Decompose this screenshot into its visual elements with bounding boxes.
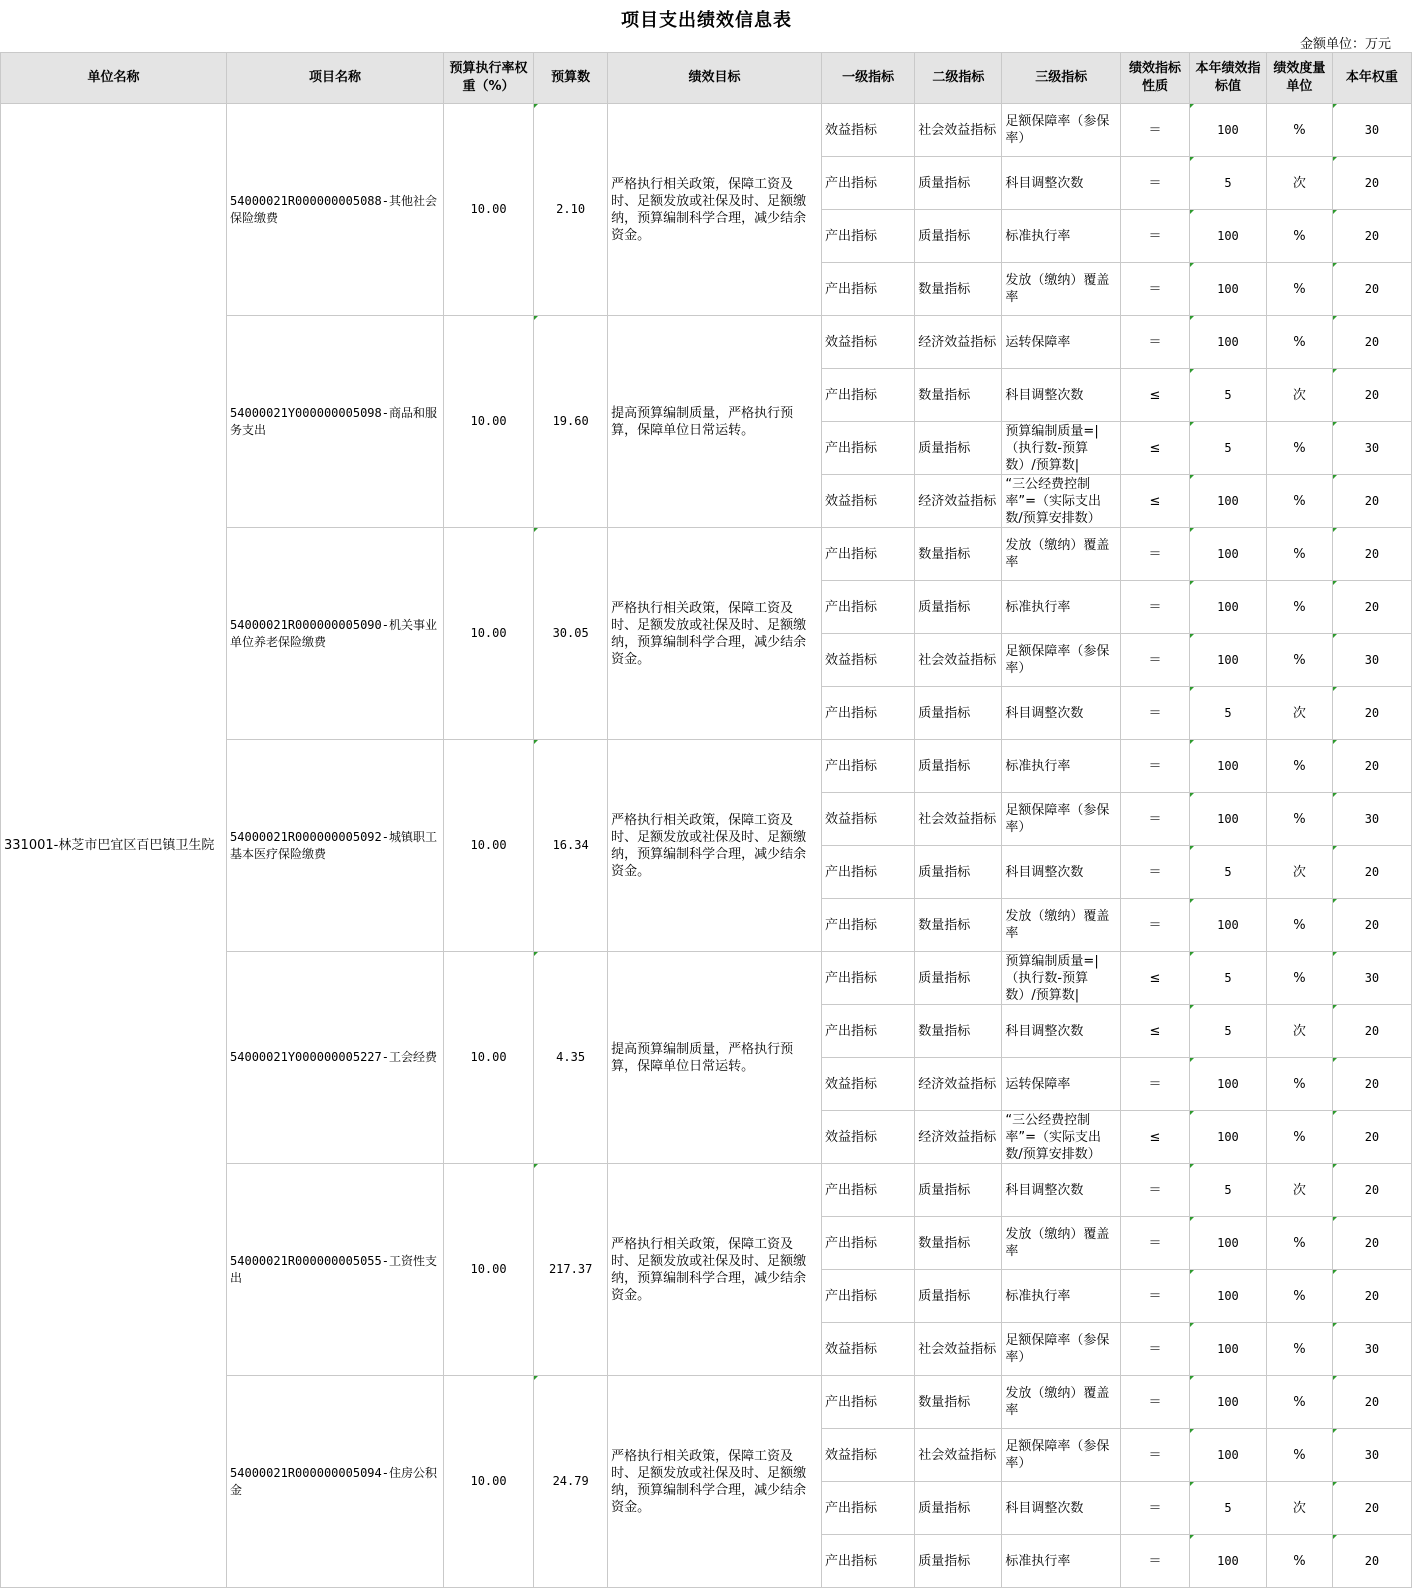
target-value-cell: 5 [1189, 1482, 1266, 1535]
exec-weight-cell: 10.00 [443, 952, 533, 1164]
level1-cell: 产出指标 [822, 528, 915, 581]
budget-cell: 19.60 [534, 316, 608, 528]
level3-cell: 科目调整次数 [1002, 846, 1121, 899]
header-goal: 绩效目标 [608, 53, 822, 104]
nature-cell: ＝ [1121, 793, 1190, 846]
level2-cell: 数量指标 [915, 899, 1002, 952]
target-value-cell: 100 [1189, 1270, 1266, 1323]
level2-cell: 经济效益指标 [915, 475, 1002, 528]
measure-unit-cell: % [1266, 528, 1332, 581]
year-weight-cell: 20 [1332, 687, 1411, 740]
nature-cell: ＝ [1121, 846, 1190, 899]
level2-cell: 质量指标 [915, 1270, 1002, 1323]
header-target-value: 本年绩效指标值 [1189, 53, 1266, 104]
nature-cell: ＝ [1121, 1482, 1190, 1535]
measure-unit-cell: % [1266, 952, 1332, 1005]
level2-cell: 经济效益指标 [915, 1058, 1002, 1111]
header-level3: 三级指标 [1002, 53, 1121, 104]
exec-weight-cell: 10.00 [443, 316, 533, 528]
nature-cell: ＝ [1121, 528, 1190, 581]
level1-cell: 产出指标 [822, 1482, 915, 1535]
level1-cell: 产出指标 [822, 687, 915, 740]
header-level2: 二级指标 [915, 53, 1002, 104]
year-weight-cell: 20 [1332, 1217, 1411, 1270]
budget-cell: 16.34 [534, 740, 608, 952]
year-weight-cell: 20 [1332, 210, 1411, 263]
level3-cell: 发放（缴纳）覆盖率 [1002, 263, 1121, 316]
budget-cell: 2.10 [534, 104, 608, 316]
project-name-cell: 54000021R000000005092-城镇职工基本医疗保险缴费 [227, 740, 444, 952]
year-weight-cell: 20 [1332, 1005, 1411, 1058]
level1-cell: 产出指标 [822, 1376, 915, 1429]
level3-cell: 科目调整次数 [1002, 1164, 1121, 1217]
level2-cell: 经济效益指标 [915, 316, 1002, 369]
target-value-cell: 100 [1189, 1323, 1266, 1376]
year-weight-cell: 20 [1332, 899, 1411, 952]
year-weight-cell: 30 [1332, 952, 1411, 1005]
header-budget: 预算数 [534, 53, 608, 104]
nature-cell: ＝ [1121, 1270, 1190, 1323]
measure-unit-cell: % [1266, 263, 1332, 316]
level1-cell: 效益指标 [822, 1429, 915, 1482]
measure-unit-cell: % [1266, 316, 1332, 369]
level1-cell: 产出指标 [822, 581, 915, 634]
nature-cell: ＝ [1121, 157, 1190, 210]
level1-cell: 效益指标 [822, 316, 915, 369]
target-value-cell: 5 [1189, 369, 1266, 422]
level1-cell: 效益指标 [822, 1058, 915, 1111]
level2-cell: 社会效益指标 [915, 793, 1002, 846]
level3-cell: 科目调整次数 [1002, 157, 1121, 210]
nature-cell: ＝ [1121, 1058, 1190, 1111]
level2-cell: 数量指标 [915, 1376, 1002, 1429]
measure-unit-cell: % [1266, 899, 1332, 952]
level1-cell: 产出指标 [822, 1164, 915, 1217]
level3-cell: 标准执行率 [1002, 210, 1121, 263]
exec-weight-cell: 10.00 [443, 740, 533, 952]
header-level1: 一级指标 [822, 53, 915, 104]
target-value-cell: 100 [1189, 475, 1266, 528]
target-value-cell: 100 [1189, 263, 1266, 316]
level1-cell: 产出指标 [822, 1005, 915, 1058]
target-value-cell: 5 [1189, 952, 1266, 1005]
level1-cell: 产出指标 [822, 899, 915, 952]
goal-cell: 严格执行相关政策，保障工资及时、足额发放或社保及时、足额缴纳，预算编制科学合理，减少结余资金。 [608, 1164, 822, 1376]
target-value-cell: 100 [1189, 1535, 1266, 1588]
level2-cell: 社会效益指标 [915, 104, 1002, 157]
level2-cell: 质量指标 [915, 422, 1002, 475]
target-value-cell: 100 [1189, 1376, 1266, 1429]
nature-cell: ＝ [1121, 1376, 1190, 1429]
level3-cell: 足额保障率（参保率） [1002, 1323, 1121, 1376]
nature-cell: ≤ [1121, 952, 1190, 1005]
nature-cell: ＝ [1121, 316, 1190, 369]
measure-unit-cell: % [1266, 581, 1332, 634]
budget-cell: 217.37 [534, 1164, 608, 1376]
nature-cell: ＝ [1121, 1217, 1190, 1270]
level1-cell: 产出指标 [822, 740, 915, 793]
level2-cell: 质量指标 [915, 1164, 1002, 1217]
target-value-cell: 5 [1189, 846, 1266, 899]
nature-cell: ＝ [1121, 581, 1190, 634]
level2-cell: 质量指标 [915, 952, 1002, 1005]
page-title: 项目支出绩效信息表 [621, 10, 792, 31]
level3-cell: 发放（缴纳）覆盖率 [1002, 1376, 1121, 1429]
level3-cell: 足额保障率（参保率） [1002, 634, 1121, 687]
target-value-cell: 5 [1189, 687, 1266, 740]
measure-unit-cell: 次 [1266, 1164, 1332, 1217]
nature-cell: ＝ [1121, 1535, 1190, 1588]
year-weight-cell: 30 [1332, 104, 1411, 157]
goal-cell: 提高预算编制质量，严格执行预算，保障单位日常运转。 [608, 316, 822, 528]
level1-cell: 产出指标 [822, 210, 915, 263]
header-unit-name: 单位名称 [1, 53, 227, 104]
level2-cell: 经济效益指标 [915, 1111, 1002, 1164]
year-weight-cell: 20 [1332, 1376, 1411, 1429]
measure-unit-cell: % [1266, 104, 1332, 157]
level2-cell: 数量指标 [915, 1217, 1002, 1270]
target-value-cell: 5 [1189, 422, 1266, 475]
year-weight-cell: 20 [1332, 263, 1411, 316]
table-body [1, 104, 1412, 1588]
measure-unit-cell: % [1266, 1323, 1332, 1376]
level2-cell: 质量指标 [915, 157, 1002, 210]
budget-cell: 30.05 [534, 528, 608, 740]
measure-unit-cell: 次 [1266, 369, 1332, 422]
level3-cell: 标准执行率 [1002, 1270, 1121, 1323]
measure-unit-cell: % [1266, 793, 1332, 846]
level3-cell: 足额保障率（参保率） [1002, 793, 1121, 846]
measure-unit-cell: % [1266, 1429, 1332, 1482]
measure-unit-cell: % [1266, 634, 1332, 687]
exec-weight-cell: 10.00 [443, 104, 533, 316]
header-project-name: 项目名称 [227, 53, 444, 104]
nature-cell: ＝ [1121, 634, 1190, 687]
level3-cell: 标准执行率 [1002, 581, 1121, 634]
header-year-weight: 本年权重 [1332, 53, 1411, 104]
level1-cell: 产出指标 [822, 369, 915, 422]
project-name-cell: 54000021Y000000005227-工会经费 [227, 952, 444, 1164]
level3-cell: 足额保障率（参保率） [1002, 1429, 1121, 1482]
measure-unit-cell: % [1266, 422, 1332, 475]
target-value-cell: 100 [1189, 634, 1266, 687]
nature-cell: ≤ [1121, 475, 1190, 528]
goal-cell: 严格执行相关政策，保障工资及时、足额发放或社保及时、足额缴纳，预算编制科学合理，减少结余资金。 [608, 1376, 822, 1588]
level2-cell: 质量指标 [915, 1535, 1002, 1588]
nature-cell: ≤ [1121, 1111, 1190, 1164]
nature-cell: ＝ [1121, 104, 1190, 157]
level3-cell: 发放（缴纳）覆盖率 [1002, 899, 1121, 952]
budget-cell: 24.79 [534, 1376, 608, 1588]
nature-cell: ＝ [1121, 1323, 1190, 1376]
project-name-cell: 54000021Y000000005098-商品和服务支出 [227, 316, 444, 528]
level3-cell: 发放（缴纳）覆盖率 [1002, 528, 1121, 581]
project-name-cell: 54000021R000000005088-其他社会保险缴费 [227, 104, 444, 316]
year-weight-cell: 20 [1332, 1482, 1411, 1535]
year-weight-cell: 20 [1332, 846, 1411, 899]
unit-name-cell: 331001-林芝市巴宜区百巴镇卫生院 [1, 104, 227, 1588]
level1-cell: 产出指标 [822, 1217, 915, 1270]
exec-weight-cell: 10.00 [443, 1376, 533, 1588]
measure-unit-cell: % [1266, 1535, 1332, 1588]
measure-unit-cell: % [1266, 475, 1332, 528]
level2-cell: 数量指标 [915, 263, 1002, 316]
measure-unit-cell: 次 [1266, 846, 1332, 899]
measure-unit-cell: % [1266, 740, 1332, 793]
measure-unit-cell: 次 [1266, 157, 1332, 210]
level2-cell: 质量指标 [915, 1482, 1002, 1535]
exec-weight-cell: 10.00 [443, 1164, 533, 1376]
goal-cell: 提高预算编制质量，严格执行预算，保障单位日常运转。 [608, 952, 822, 1164]
level3-cell: 标准执行率 [1002, 740, 1121, 793]
level3-cell: 发放（缴纳）覆盖率 [1002, 1217, 1121, 1270]
project-name-cell: 54000021R000000005094-住房公积金 [227, 1376, 444, 1588]
measure-unit-cell: % [1266, 1270, 1332, 1323]
level3-cell: 科目调整次数 [1002, 369, 1121, 422]
target-value-cell: 100 [1189, 316, 1266, 369]
level2-cell: 社会效益指标 [915, 1323, 1002, 1376]
year-weight-cell: 30 [1332, 422, 1411, 475]
target-value-cell: 100 [1189, 1429, 1266, 1482]
measure-unit-cell: % [1266, 1111, 1332, 1164]
level2-cell: 社会效益指标 [915, 634, 1002, 687]
level2-cell: 社会效益指标 [915, 1429, 1002, 1482]
level2-cell: 质量指标 [915, 740, 1002, 793]
year-weight-cell: 20 [1332, 528, 1411, 581]
measure-unit-cell: 次 [1266, 1005, 1332, 1058]
level1-cell: 产出指标 [822, 1535, 915, 1588]
measure-unit-cell: 次 [1266, 687, 1332, 740]
level1-cell: 产出指标 [822, 846, 915, 899]
header-nature: 绩效指标性质 [1121, 53, 1190, 104]
measure-unit-cell: % [1266, 1217, 1332, 1270]
performance-table [0, 52, 1412, 1588]
level3-cell: 科目调整次数 [1002, 687, 1121, 740]
project-name-cell: 54000021R000000005055-工资性支出 [227, 1164, 444, 1376]
budget-cell: 4.35 [534, 952, 608, 1164]
measure-unit-cell: % [1266, 1376, 1332, 1429]
table-row [1, 104, 1412, 157]
year-weight-cell: 30 [1332, 634, 1411, 687]
level1-cell: 效益指标 [822, 1323, 915, 1376]
target-value-cell: 100 [1189, 740, 1266, 793]
header-row [1, 53, 1412, 104]
nature-cell: ＝ [1121, 899, 1190, 952]
level1-cell: 效益指标 [822, 475, 915, 528]
year-weight-cell: 20 [1332, 369, 1411, 422]
level3-cell: 科目调整次数 [1002, 1482, 1121, 1535]
nature-cell: ＝ [1121, 263, 1190, 316]
exec-weight-cell: 10.00 [443, 528, 533, 740]
year-weight-cell: 20 [1332, 1111, 1411, 1164]
level3-cell: 科目调整次数 [1002, 1005, 1121, 1058]
level3-cell: “三公经费控制率”=（实际支出数/预算安排数） [1002, 475, 1121, 528]
year-weight-cell: 20 [1332, 475, 1411, 528]
target-value-cell: 100 [1189, 1111, 1266, 1164]
goal-cell: 严格执行相关政策，保障工资及时、足额发放或社保及时、足额缴纳，预算编制科学合理，减少结余资金。 [608, 104, 822, 316]
nature-cell: ＝ [1121, 210, 1190, 263]
measure-unit-cell: % [1266, 210, 1332, 263]
year-weight-cell: 20 [1332, 1164, 1411, 1217]
target-value-cell: 100 [1189, 793, 1266, 846]
year-weight-cell: 30 [1332, 1323, 1411, 1376]
target-value-cell: 5 [1189, 1005, 1266, 1058]
level3-cell: 预算编制质量=|（执行数-预算数）/预算数| [1002, 952, 1121, 1005]
year-weight-cell: 20 [1332, 1058, 1411, 1111]
project-name-cell: 54000021R000000005090-机关事业单位养老保险缴费 [227, 528, 444, 740]
level1-cell: 效益指标 [822, 634, 915, 687]
target-value-cell: 5 [1189, 1164, 1266, 1217]
level3-cell: 足额保障率（参保率） [1002, 104, 1121, 157]
level1-cell: 产出指标 [822, 1270, 915, 1323]
target-value-cell: 100 [1189, 528, 1266, 581]
year-weight-cell: 20 [1332, 1535, 1411, 1588]
year-weight-cell: 20 [1332, 316, 1411, 369]
target-value-cell: 5 [1189, 157, 1266, 210]
nature-cell: ＝ [1121, 740, 1190, 793]
year-weight-cell: 20 [1332, 740, 1411, 793]
header-measure-unit: 绩效度量单位 [1266, 53, 1332, 104]
level3-cell: 预算编制质量=|（执行数-预算数）/预算数| [1002, 422, 1121, 475]
goal-cell: 严格执行相关政策，保障工资及时、足额发放或社保及时、足额缴纳，预算编制科学合理，减少结余资金。 [608, 740, 822, 952]
target-value-cell: 100 [1189, 210, 1266, 263]
level1-cell: 效益指标 [822, 1111, 915, 1164]
level3-cell: 标准执行率 [1002, 1535, 1121, 1588]
level1-cell: 效益指标 [822, 104, 915, 157]
measure-unit-cell: 次 [1266, 1482, 1332, 1535]
nature-cell: ＝ [1121, 1164, 1190, 1217]
measure-unit-cell: % [1266, 1058, 1332, 1111]
level2-cell: 质量指标 [915, 846, 1002, 899]
level2-cell: 数量指标 [915, 1005, 1002, 1058]
nature-cell: ≤ [1121, 1005, 1190, 1058]
level3-cell: 运转保障率 [1002, 1058, 1121, 1111]
target-value-cell: 100 [1189, 1058, 1266, 1111]
level2-cell: 质量指标 [915, 687, 1002, 740]
amount-unit-label: 金额单位：万元 [1299, 37, 1391, 52]
level1-cell: 产出指标 [822, 422, 915, 475]
level2-cell: 质量指标 [915, 581, 1002, 634]
level1-cell: 产出指标 [822, 263, 915, 316]
level3-cell: 运转保障率 [1002, 316, 1121, 369]
year-weight-cell: 30 [1332, 793, 1411, 846]
year-weight-cell: 20 [1332, 1270, 1411, 1323]
target-value-cell: 100 [1189, 1217, 1266, 1270]
nature-cell: ≤ [1121, 369, 1190, 422]
year-weight-cell: 20 [1332, 581, 1411, 634]
target-value-cell: 100 [1189, 899, 1266, 952]
level1-cell: 效益指标 [822, 793, 915, 846]
level3-cell: “三公经费控制率”=（实际支出数/预算安排数） [1002, 1111, 1121, 1164]
level2-cell: 质量指标 [915, 210, 1002, 263]
nature-cell: ＝ [1121, 1429, 1190, 1482]
level1-cell: 产出指标 [822, 952, 915, 1005]
target-value-cell: 100 [1189, 104, 1266, 157]
goal-cell: 严格执行相关政策，保障工资及时、足额发放或社保及时、足额缴纳，预算编制科学合理，减少结余资金。 [608, 528, 822, 740]
target-value-cell: 100 [1189, 581, 1266, 634]
nature-cell: ＝ [1121, 687, 1190, 740]
level1-cell: 产出指标 [822, 157, 915, 210]
year-weight-cell: 30 [1332, 1429, 1411, 1482]
nature-cell: ≤ [1121, 422, 1190, 475]
level2-cell: 数量指标 [915, 369, 1002, 422]
level2-cell: 数量指标 [915, 528, 1002, 581]
year-weight-cell: 20 [1332, 157, 1411, 210]
header-exec-weight: 预算执行率权重（%） [443, 53, 533, 104]
